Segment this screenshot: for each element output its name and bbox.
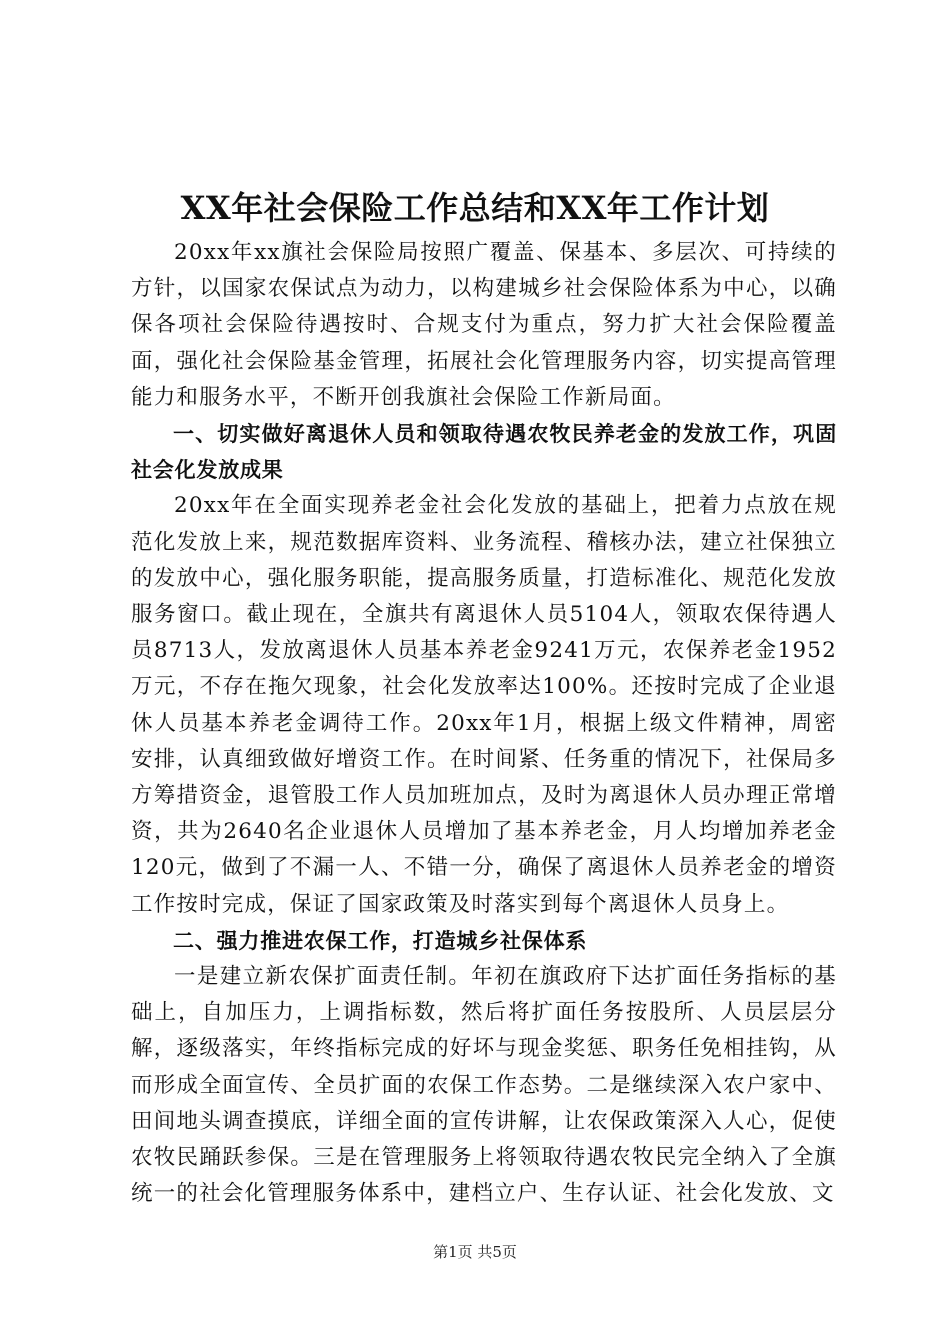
page-indicator: 第1页 共5页 xyxy=(433,1243,517,1261)
section-1-heading: 一、切实做好离退休人员和领取待遇农牧民养老金的发放工作，巩固社会化发放成果 xyxy=(131,422,837,483)
document-body xyxy=(131,235,837,1212)
intro-paragraph: 20xx年xx旗社会保险局按照广覆盖、保基本、多层次、可持续的方针，以国家农保试点为动力，以构建城乡社会保险体系为中心，以确保各项社会保险待遇按时、合规支付为重点，努力扩大社会保险覆盖面，强化社会保险基金管理，拓展社会化管理服务内容，切实提高管理能力和服务水平，不断开创我旗社会保险工作新局面。 xyxy=(131,240,837,410)
section-2-paragraph: 一是建立新农保扩面责任制。年初在旗政府下达扩面任务指标的基础上，自加压力，上调指标数，然后将扩面任务按股所、人员层层分解，逐级落实，年终指标完成的好坏与现金奖惩、职务任免相挂钩，从而形成全面宣传、全员扩面的农保工作态势。二是继续深入农户家中、田间地头调查摸底，详细全面的宣传讲解，让农保政策深入人心，促使农牧民踊跃参保。三是在管理服务上将领取待遇农牧民完全纳入了全旗统一的社会化管理服务体系中，建档立户、生存认证、社会化发放、文 xyxy=(131,964,837,1207)
document-title: XX年社会保险工作总结和XX年工作计划 xyxy=(180,189,770,227)
section-1-paragraph: 20xx年在全面实现养老金社会化发放的基础上，把着力点放在规范化发放上来，规范数据库资料、业务流程、稽核办法，建立社保独立的发放中心，强化服务职能，提高服务质量，打造标准化、规范化发放服务窗口。截止现在，全旗共有离退休人员5104人，领取农保待遇人员8713人，发放离退休人员基本养老金9241万元，农保养老金1952万元，不存在拖欠现象，社会化发放率达100%。还按时完成了企业退休人员基本养老金调待工作。20xx年1月，根据上级文件精神，周密安排，认真细致做好增资工作。在时间紧、任务重的情况下，社保局多方筹措资金，退管股工作人员加班加点，及时为离退休人员办理正常增资，共为2640名企业退休人员增加了基本养老金，月人均增加养老金120元，做到了不漏一人、不错一分，确保了离退休人员养老金的增资工作按时完成，保证了国家政策及时落实到每个离退休人员身上。 xyxy=(131,493,837,917)
section-2-heading: 二、强力推进农保工作，打造城乡社保体系 xyxy=(173,928,588,953)
